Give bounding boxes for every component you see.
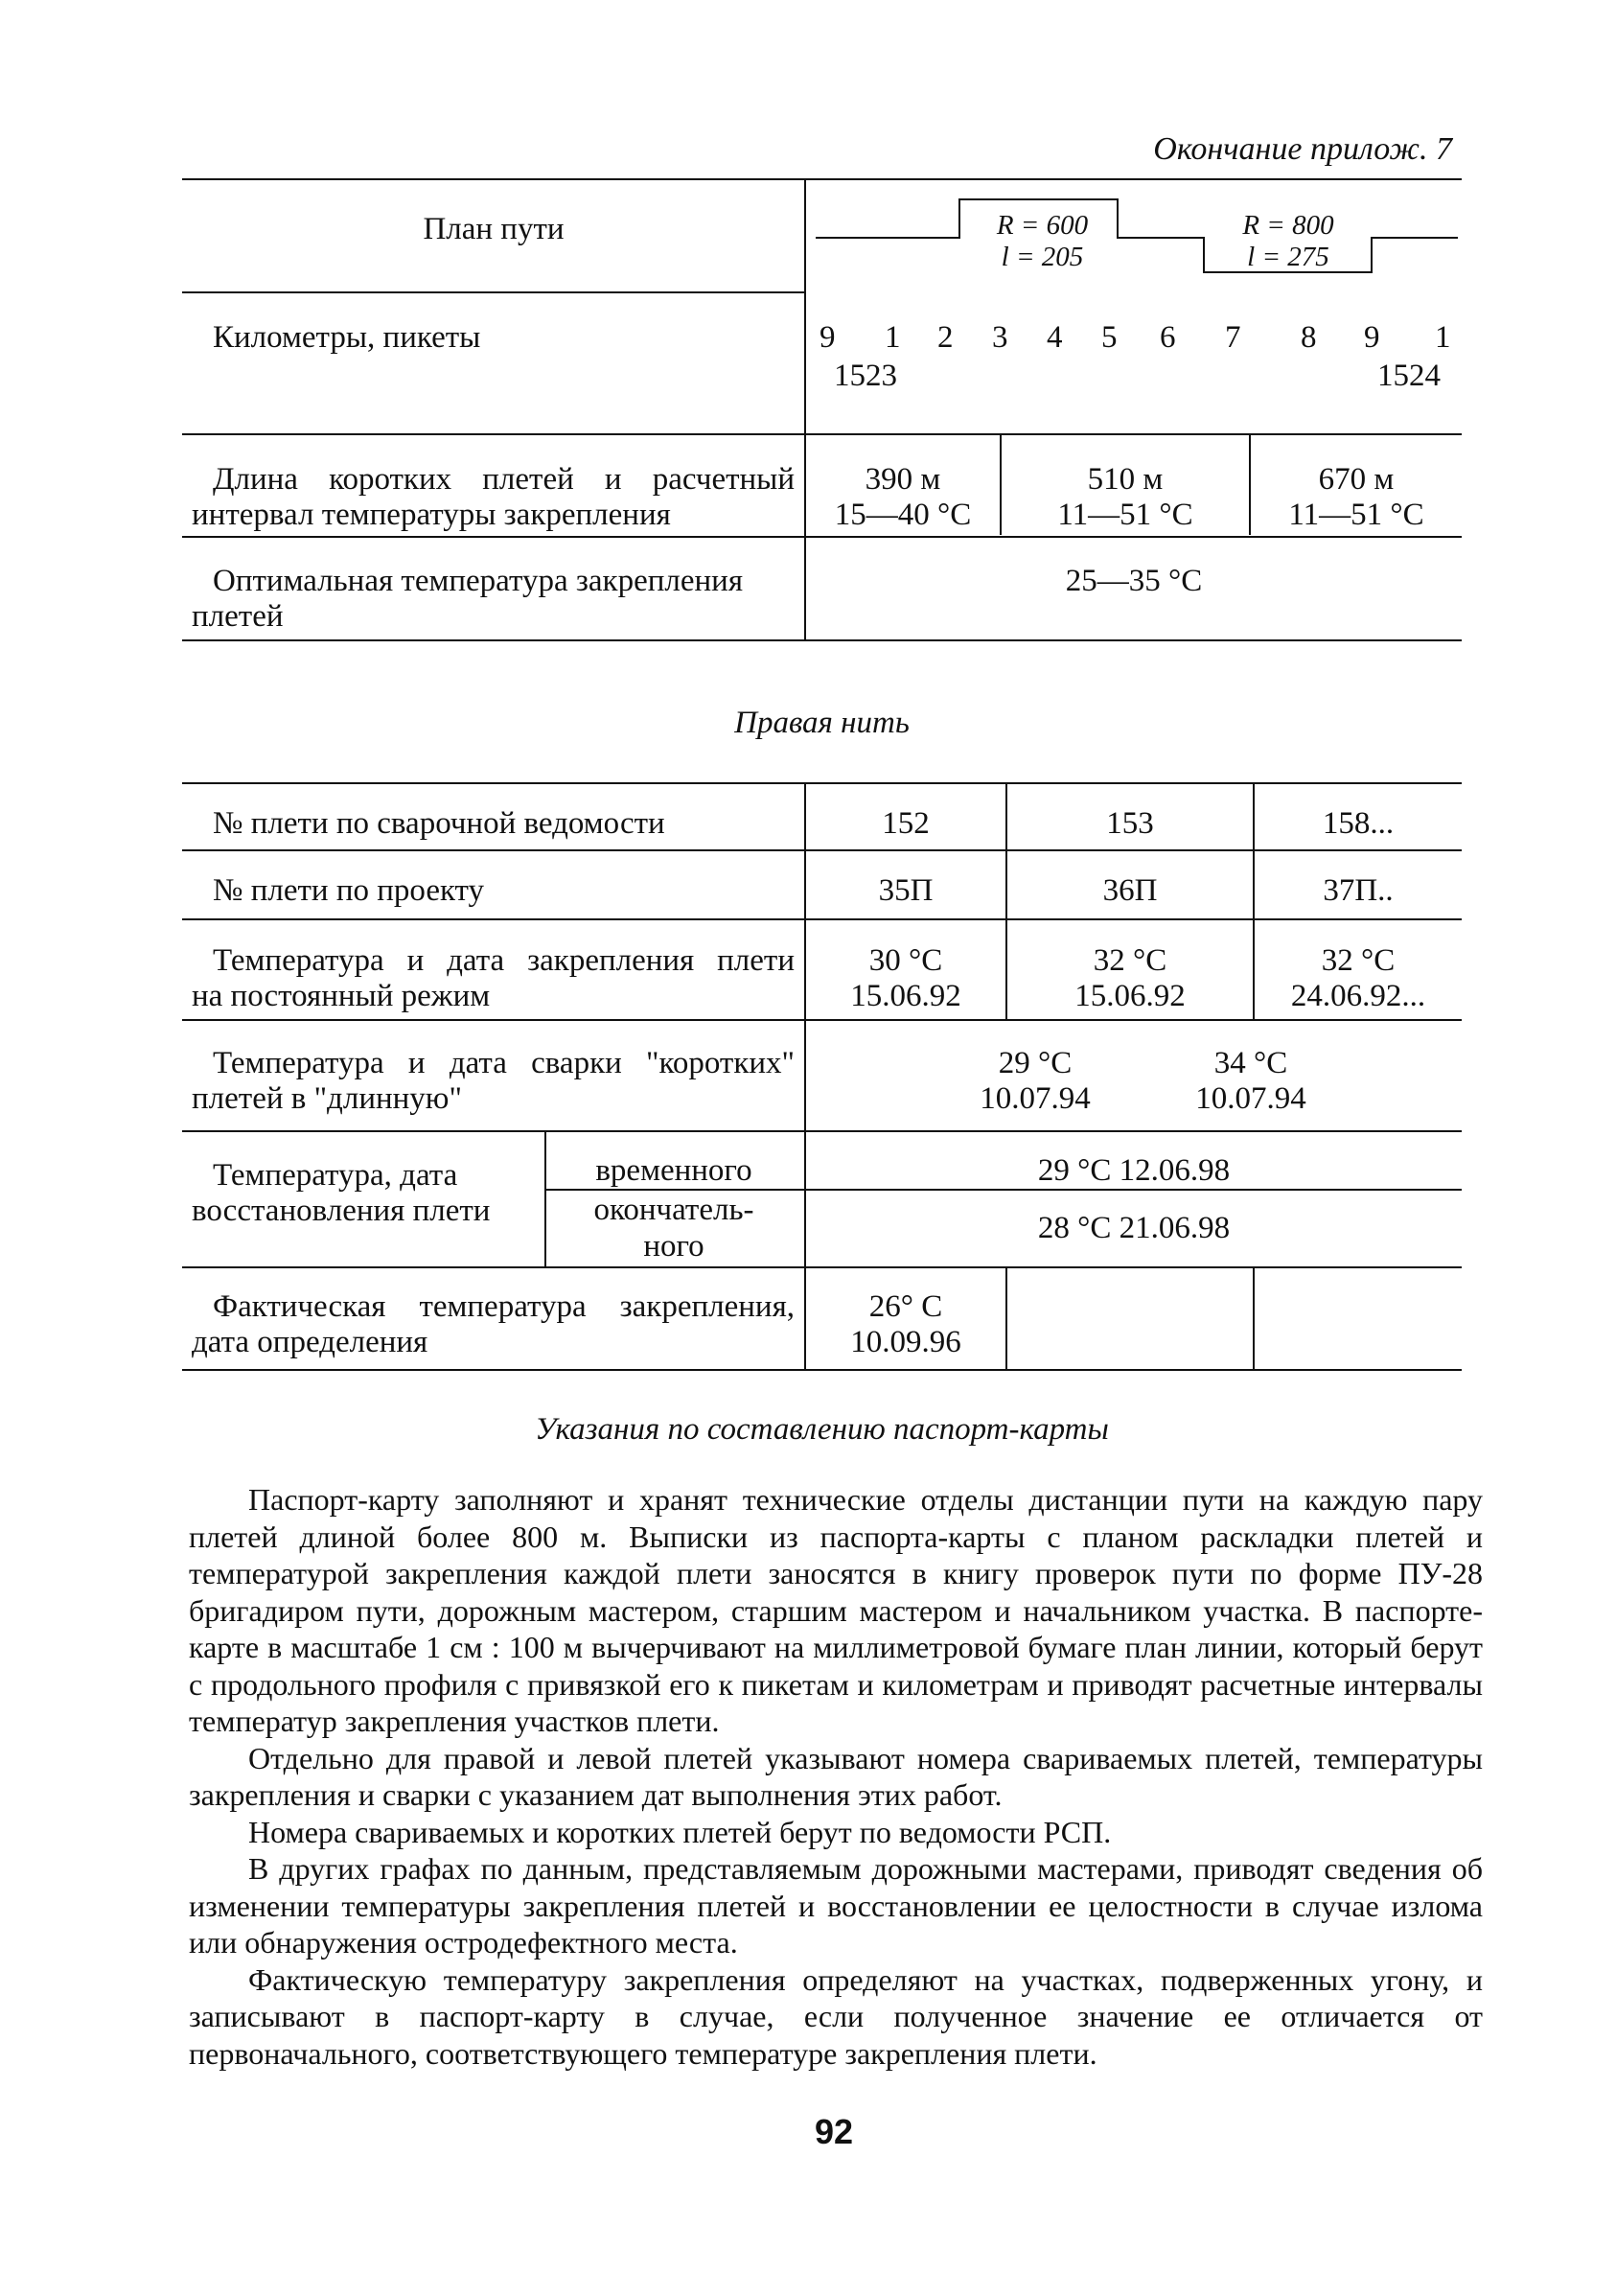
row5-value-temporary: 29 °C 12.06.98 bbox=[1037, 1153, 1231, 1188]
row1-value-3: 158... bbox=[1322, 806, 1395, 841]
row5-value-final: 28 °C 21.06.98 bbox=[1037, 1211, 1231, 1245]
plan-label: План пути bbox=[423, 212, 565, 246]
row4-label-line2: плетей в "длинную" bbox=[192, 1081, 462, 1116]
row6-date: 10.09.96 bbox=[850, 1325, 961, 1359]
row4-label-line1: Температура и дата сварки "коротких" bbox=[213, 1046, 795, 1080]
km-left: 1523 bbox=[834, 359, 897, 393]
instructions-title: Указания по составлению паспорт-карты bbox=[535, 1412, 1109, 1447]
row3-date-3: 24.06.92... bbox=[1290, 979, 1426, 1013]
length-2: 510 м bbox=[1087, 462, 1164, 497]
section-title-right-rail: Правая нить bbox=[734, 706, 910, 740]
row5-label-line1: Температура, дата bbox=[213, 1158, 458, 1193]
range-1: 15—40 °C bbox=[834, 498, 972, 532]
row3-temp-2: 32 °C bbox=[1093, 943, 1167, 978]
row3-date-2: 15.06.92 bbox=[1074, 979, 1186, 1013]
row4-date-1: 10.07.94 bbox=[980, 1081, 1091, 1116]
optimal-value: 25—35 °C bbox=[1065, 564, 1203, 598]
picket-8: 8 bbox=[1301, 320, 1317, 355]
picket-6: 6 bbox=[1160, 320, 1176, 355]
length-1: 390 м bbox=[865, 462, 941, 497]
picket-9: 9 bbox=[1364, 320, 1380, 355]
row5-sub-temporary: временного bbox=[595, 1153, 752, 1188]
page-number: 92 bbox=[814, 2112, 854, 2151]
row5-label-line2: восстановления плети bbox=[192, 1194, 491, 1228]
instructions-body bbox=[189, 1481, 1483, 2072]
row1-label: № плети по сварочной ведомости bbox=[213, 806, 665, 841]
picket-4: 4 bbox=[1047, 320, 1063, 355]
row3-label-line1: Температура и дата закрепления плети bbox=[213, 943, 795, 978]
picket-1: 1 bbox=[885, 320, 901, 355]
row2-value-2: 36П bbox=[1102, 873, 1158, 908]
row2-label: № плети по проекту bbox=[213, 873, 485, 908]
row2-value-1: 35П bbox=[878, 873, 934, 908]
row5-sub-final-line1: окончатель- bbox=[593, 1193, 754, 1227]
range-2: 11—51 °C bbox=[1057, 498, 1193, 532]
row6-temp: 26° C bbox=[868, 1289, 943, 1324]
paragraph-4: В других графах по данным, представляемым дорожными мастерами, приводят сведения об изменении температуры закрепления плетей и восстановлении ее целостности в случае излома или обнаружения остродефектного места. bbox=[189, 1851, 1483, 1960]
row3-temp-1: 30 °C bbox=[868, 943, 943, 978]
picket-2: 2 bbox=[937, 320, 954, 355]
optimal-label-line1: Оптимальная температура закрепления bbox=[213, 564, 743, 598]
picket-10: 1 bbox=[1435, 320, 1451, 355]
row3-temp-3: 32 °C bbox=[1321, 943, 1396, 978]
paragraph-5: Фактическую температуру закрепления определяют на участках, подверженных угону, и записывают в паспорт-карту в случае, если полученное значение ее отличается от первоначального, соответствующего температуре закрепления плети. bbox=[189, 1961, 1483, 2071]
optimal-label-line2: плетей bbox=[192, 599, 284, 634]
picket-3: 3 bbox=[992, 320, 1008, 355]
row6-label-line1: Фактическая температура закрепления, bbox=[213, 1289, 795, 1324]
curve1-radius: R = 600 bbox=[996, 210, 1089, 241]
picket-0: 9 bbox=[820, 320, 836, 355]
curve1-length: l = 205 bbox=[1001, 242, 1084, 272]
km-right: 1524 bbox=[1377, 359, 1441, 393]
paragraph-2: Отдельно для правой и левой плетей указывают номера свариваемых плетей, температуры закрепления и сварки с указанием дат выполнения этих работ. bbox=[189, 1740, 1483, 1812]
row4-temp-2: 34 °C bbox=[1213, 1046, 1288, 1080]
picket-5: 5 bbox=[1101, 320, 1118, 355]
row6-label-line2: дата определения bbox=[192, 1325, 428, 1359]
row4-date-2: 10.07.94 bbox=[1195, 1081, 1306, 1116]
row3-label-line2: на постоянный режим bbox=[192, 979, 491, 1013]
row1-value-2: 153 bbox=[1106, 806, 1154, 841]
range-3: 11—51 °C bbox=[1288, 498, 1424, 532]
curve2-length: l = 275 bbox=[1247, 242, 1329, 272]
row3-date-1: 15.06.92 bbox=[850, 979, 961, 1013]
row5-sub-final-line2: ного bbox=[643, 1229, 704, 1264]
paragraph-1: Паспорт-карту заполняют и хранят технические отделы дистанции пути на каждую пару плетей длиной более 800 м. Выписки из паспорта-карты с планом раскладки плетей и температурой закрепления каждой плети заносятся в книгу проверок пути по форме ПУ-28 бригадиром пути, дорожным мастером, старшим мастером и начальником участка. В паспорте-карте в масштабе 1 см : 100 м вычерчивают на миллиметровой бумаге план линии, который берут с продольного профиля с привязкой его к пикетам и километрам и приводят расчетные интервалы температур закрепления участков плети. bbox=[189, 1482, 1483, 1738]
paragraph-3: Номера свариваемых и коротких плетей берут по ведомости РСП. bbox=[248, 1814, 1112, 1849]
curve2-radius: R = 800 bbox=[1242, 210, 1334, 241]
row4-temp-1: 29 °C bbox=[998, 1046, 1073, 1080]
length-3: 670 м bbox=[1318, 462, 1395, 497]
length-label-line1: Длина коротких плетей и расчетный bbox=[213, 462, 795, 497]
km-label: Километры, пикеты bbox=[213, 320, 481, 355]
picket-7: 7 bbox=[1225, 320, 1241, 355]
length-label-line2: интервал температуры закрепления bbox=[192, 498, 671, 532]
row1-value-1: 152 bbox=[882, 806, 930, 841]
continuation-header: Окончание прилож. 7 bbox=[1153, 131, 1452, 167]
row2-value-3: 37П.. bbox=[1323, 873, 1394, 908]
